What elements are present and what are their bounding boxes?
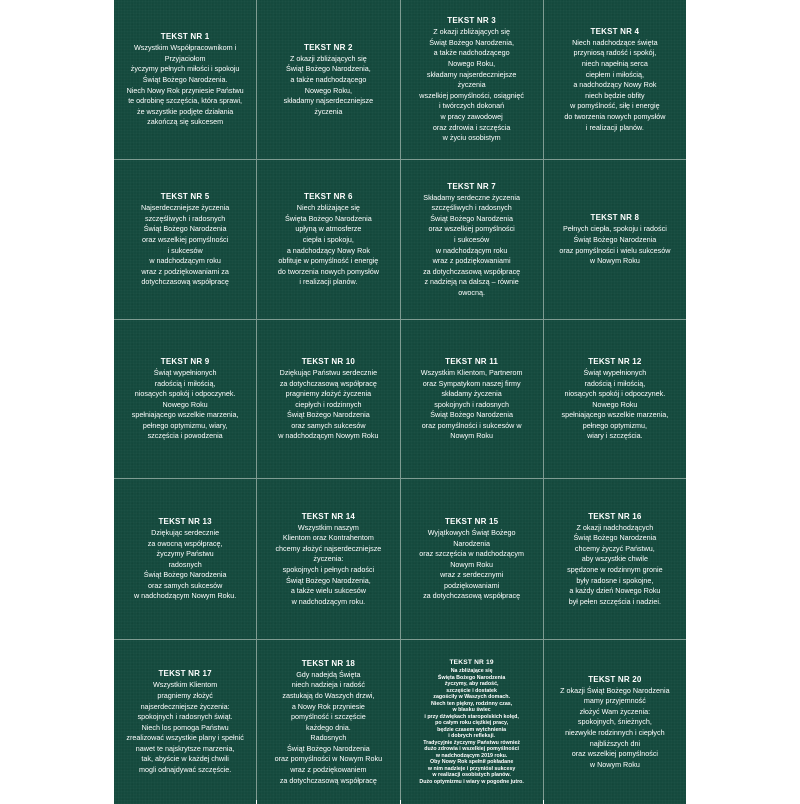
card-text-line: Świąt wypełnionych	[153, 367, 217, 377]
card-text-line: i sukcesów	[167, 245, 203, 255]
card-text	[423, 193, 520, 299]
card-text-line: Świąt Bożego Narodzenia	[573, 533, 657, 543]
card-text-line: do tworzenia nowych pomysłów	[564, 111, 666, 121]
text-card-13	[114, 479, 256, 639]
card-text-line: Świąt Bożego Narodzenia	[287, 410, 370, 420]
card-text-line: zagościły w Waszych domach.	[433, 694, 510, 700]
card-text-line: każdego dnia.	[305, 722, 351, 732]
card-title: TEKST NR 10	[301, 356, 356, 366]
card-text-line: spokojnych i pełnych radości	[282, 565, 375, 574]
card-title: TEKST NR 19	[449, 659, 494, 666]
card-text	[278, 368, 378, 442]
card-text-line: Wszystkim Klientom, Partnerom	[420, 367, 523, 377]
card-text-line: niech napełnią serca	[581, 59, 648, 69]
card-text-line: za dotychczasową współpracę	[423, 591, 521, 601]
card-text-line: w nadchodzącym roku.	[291, 596, 366, 606]
card-text-line: niech będzie obfity	[585, 90, 645, 100]
card-text-line: dotychczasową współpracę	[141, 277, 229, 287]
card-text-line: pragniemy złożyć	[157, 690, 213, 700]
card-title: TEKST NR 16	[588, 511, 642, 521]
card-text	[419, 528, 524, 602]
text-card-18	[257, 640, 399, 804]
card-text-line: wraz z podziękowaniami	[432, 256, 511, 266]
card-text-line: szczęśliwych i radosnych	[431, 203, 512, 213]
card-text-line: a także wielu sukcesów	[290, 586, 366, 596]
card-text-line: wraz z serdecznymi	[440, 570, 504, 580]
card-text-line: Nowym Roku	[450, 431, 493, 441]
card-text-line: Świąt Bożego Narodzenia.	[142, 74, 228, 84]
card-text-line: wraz z podziękowaniem	[290, 765, 367, 775]
card-title: TEKST NR 1	[160, 32, 210, 42]
card-text-line: a Nowy Rok przyniesie	[291, 701, 365, 711]
text-card-9	[114, 320, 256, 478]
card-text-line: Niech Nowy Rok przyniesie Państwu	[126, 85, 244, 95]
card-text	[127, 43, 244, 128]
card-text-line: życzenia	[314, 106, 343, 116]
card-text	[421, 368, 523, 442]
card-text-line: Wszystkim Klientom	[152, 680, 218, 690]
card-text-line: i dobrych refleksji.	[448, 733, 496, 739]
card-text-line: Nowego Roku	[592, 399, 638, 409]
card-text-line: w realizacji osobistych planów.	[432, 772, 511, 778]
card-text-line: pełnego optymizmu, wiary,	[142, 420, 228, 430]
card-text-line: aby wszystkie chwile	[581, 554, 649, 564]
card-text-line: w blasku świec	[452, 707, 491, 713]
card-title: TEKST NR 2	[304, 42, 353, 52]
card-text-line: radością i miłością,	[154, 378, 216, 388]
card-text-line: składamy życzenia	[441, 389, 502, 399]
card-text-line: Świąt Bożego Narodzenia	[430, 213, 513, 223]
card-text-line: spokojnych i radosnych	[434, 399, 509, 409]
card-text-line: Niech los pomoga Państwu	[141, 722, 229, 732]
card-text-line: za dotychczasową współpracę	[279, 775, 377, 785]
card-text-line: oraz pomyślności i wielu sukcesów	[559, 245, 671, 255]
card-text-line: mogli odnajdywać szczęście.	[138, 765, 232, 775]
card-text-line: i sukcesów	[454, 234, 490, 244]
card-text-line: Niech zbliżające się	[296, 203, 360, 213]
card-text-line: Niech nadchodzące święta	[572, 37, 658, 47]
card-text-line: Dziękując Państwu serdecznie	[279, 367, 378, 377]
card-text-line: w nadchodzącym Nowym Roku	[278, 431, 379, 441]
card-text-line: Wszystkim Współpracownikom i	[133, 43, 237, 53]
card-text	[419, 668, 523, 785]
card-title: TEKST NR 14	[301, 511, 356, 521]
text-card-14	[257, 479, 399, 639]
card-text-line: Świąt Bożego Narodzenia,	[429, 37, 514, 47]
text-card-15	[401, 479, 543, 639]
card-text	[560, 686, 669, 771]
card-text-line: spokojnych, śnieżnych,	[577, 717, 652, 727]
card-text-line: Nowego Roku,	[304, 85, 352, 95]
card-text-line: Z okazji nadchodzących	[576, 522, 654, 532]
card-text-line: oraz wszelkiej pomyślności	[571, 749, 659, 759]
text-card-10	[257, 320, 399, 478]
card-text-line: i realizacji planów.	[585, 122, 644, 132]
card-text	[141, 203, 229, 288]
card-text-line: w nim nadzieje i przyniósł sukcesy	[427, 765, 516, 772]
card-text-line: Z okazji zbliżających się	[290, 53, 367, 63]
card-title: TEKST NR 18	[301, 658, 356, 668]
card-text-line: w pracy zawodowej	[440, 111, 503, 121]
card-text-line: za dotychczasową współpracę	[279, 378, 377, 388]
text-card-6	[257, 160, 399, 319]
card-text-line: Świąt wypełnionych	[583, 367, 647, 377]
card-text-line: Nowego Roku,	[448, 59, 496, 69]
text-card-11	[401, 320, 543, 478]
card-text-line: a nadchodzący Nowy Rok	[573, 80, 657, 90]
text-card-3	[401, 0, 543, 159]
card-text-line: w Nowym Roku	[589, 256, 640, 266]
text-card-19	[401, 640, 543, 804]
card-text-line: i realizacji planów.	[299, 277, 358, 287]
card-text-line: oraz zdrowia i szczęścia	[432, 122, 511, 132]
card-text-line: Świąt Bożego Narodzenia	[143, 570, 227, 580]
card-text	[559, 224, 670, 266]
card-text-line: Świąt Bożego Narodzenia	[573, 234, 657, 244]
card-text-line: będzie czasem wytchnienia	[437, 726, 507, 733]
card-title: TEKST NR 6	[304, 192, 353, 202]
card-text-line: był pełen szczęścia i nadziei.	[568, 596, 662, 606]
text-card-7	[401, 160, 543, 319]
card-text-line: życzymy Państwu	[156, 549, 214, 559]
card-text-line: pomyślność i szczęście	[291, 712, 366, 722]
card-text	[134, 528, 236, 602]
card-title: TEKST NR 8	[590, 213, 640, 223]
card-text	[562, 368, 669, 442]
card-text-line: chcemy życzyć Państwu,	[574, 543, 655, 553]
card-text-line: niosących spokój i odpoczynek.	[564, 389, 666, 399]
card-text	[126, 680, 243, 775]
card-text-line: a każdy dzień Nowego Roku	[569, 586, 661, 596]
card-title: TEKST NR 4	[590, 26, 640, 36]
card-text-line: obfituje w pomyślność i energię	[278, 256, 379, 266]
card-text-line: Świąt Bożego Narodzenia,	[286, 575, 371, 585]
card-text-line: za dotychczasową współpracę	[423, 266, 521, 276]
card-text-line: w życiu osobistym	[442, 133, 501, 143]
card-text-line: Wyjątkowych Świąt Bożego	[427, 527, 516, 537]
card-text	[275, 670, 382, 787]
card-text-line: Niech ten piękny, rodzinny czas,	[431, 700, 513, 707]
card-text-line: zrealizować wszystkie plany i spełnić	[126, 733, 244, 743]
card-text-line: owocną.	[458, 287, 486, 297]
card-text-line: Tradycyjnie życzymy Państwu również	[423, 739, 521, 746]
card-text-line: szczęście i dostatek	[446, 687, 497, 694]
card-text-line: i twórczych dokonań	[439, 101, 505, 111]
card-text-line: a nadchodzący Nowy Rok	[286, 245, 370, 255]
card-title: TEKST NR 15	[444, 516, 499, 526]
card-text-line: najbliższych dni	[589, 738, 641, 748]
card-text-line: szczęścia i powodzenia	[147, 431, 223, 441]
card-text-line: Gdy nadejdą Święta	[296, 669, 361, 679]
card-text-line: tak, abyście w każdej chwili	[141, 754, 229, 764]
card-text	[132, 368, 239, 442]
card-text-line: oraz pomyślności i sukcesów w	[421, 420, 522, 430]
card-text-line: zakończą się sukcesem	[147, 117, 224, 127]
card-title: TEKST NR 3	[447, 16, 496, 26]
card-text-line: niezwykle rodzinnych i ciepłych	[565, 728, 665, 737]
card-text-line: dużo zdrowia i wszelkiej pomyślności	[424, 746, 520, 752]
card-text-line: wiary i szczęścia.	[587, 431, 643, 441]
card-text-line: oraz pomyślności w Nowym Roku	[274, 754, 383, 764]
card-text-line: w nadchodzącym 2019 roku.	[435, 752, 508, 759]
card-text-line: Dziękując serdecznie	[151, 527, 220, 537]
card-text	[284, 54, 374, 118]
card-text-line: nawet te najskrytsze marzenia,	[135, 743, 235, 753]
card-text-line: życzenia	[457, 80, 486, 90]
card-text-line: w nadchodzącym roku	[149, 256, 221, 266]
card-text-line: wszelkiej pomyślności, osiągnięć	[419, 90, 524, 100]
card-text-line: Świąt Bożego Narodzenia	[287, 743, 370, 753]
card-text-line: spokojnych i radosnych świąt.	[137, 712, 233, 722]
text-card-2	[257, 0, 399, 159]
card-text-line: upłyną w atmosferze	[295, 224, 362, 234]
greetings-sheet	[114, 0, 686, 800]
card-title: TEKST NR 11	[445, 356, 499, 366]
card-text-line: radością i miłością,	[584, 378, 646, 388]
card-text-line: mamy przyjemność	[583, 696, 646, 706]
card-text-line: Składamy serdeczne życzenia	[423, 192, 520, 202]
card-text-line: niech nadzieja i radość	[291, 680, 365, 690]
card-text-line: Oby Nowy Rok spełnił pokładane	[429, 759, 514, 765]
card-text-line: Dużo optymizmu i wiary w pogodne jutro.	[419, 778, 524, 785]
text-card-5	[114, 160, 256, 319]
card-text-line: Świąt Bożego Narodzenia,	[286, 64, 371, 74]
card-text-line: oraz wszelkiej pomyślności	[428, 224, 515, 234]
card-text-line: Najserdeczniejsze życzenia	[140, 203, 230, 213]
card-text-line: ciepłem i miłością,	[585, 69, 645, 79]
card-text-line: a także nadchodzącego	[433, 48, 510, 58]
card-text-line: życzenia:	[313, 554, 344, 564]
card-text-line: szczęśliwych i radosnych	[144, 213, 226, 223]
card-text-line: oraz szczęścia w nadchodzącym	[419, 549, 524, 559]
card-text-line: za owocną współpracę,	[147, 538, 223, 548]
card-text-line: wraz z podziękowaniami za	[141, 266, 229, 276]
text-card-4	[544, 0, 686, 159]
card-text-line: podziękowaniami	[444, 580, 500, 590]
text-card-1	[114, 0, 256, 159]
card-title: TEKST NR 5	[160, 192, 210, 202]
card-text-line: przyniosą radość i spokój,	[573, 48, 657, 58]
card-text-line: te odrobinę szczęścia, która sprawi,	[128, 96, 243, 106]
card-title: TEKST NR 7	[447, 181, 496, 191]
card-text-line: Nowym Roku	[450, 559, 493, 569]
card-text-line: z nadzieją na dalszą – równie	[424, 277, 519, 287]
card-text-line: Świąt Bożego Narodzenia	[143, 224, 227, 234]
text-card-17	[114, 640, 256, 804]
card-text-line: składamy najserdeczniejsze	[426, 69, 517, 79]
text-card-8	[544, 160, 686, 319]
card-text-line: radosnych	[168, 559, 202, 569]
card-text-line: Pełnych ciepła, spokoju i radości	[562, 224, 667, 234]
card-text	[564, 38, 665, 133]
card-text	[419, 27, 524, 144]
text-card-20	[544, 640, 686, 804]
card-title: TEKST NR 13	[158, 516, 212, 526]
card-text-line: oraz Sympatykom naszej firmy	[422, 378, 521, 388]
card-text-line: życzymy pełnych miłości i spokoju	[130, 64, 240, 74]
card-text-line: spełniającego wszelkie marzenia,	[131, 410, 239, 420]
card-text-line: w nadchodzącym roku	[435, 245, 508, 255]
card-text-line: chcemy złożyć najserdeczniejsze	[275, 543, 382, 553]
card-text-line: spędzone w rodzinnym gronie	[567, 565, 663, 574]
card-text-line: były radosne i spokojne,	[576, 575, 654, 585]
card-title: TEKST NR 9	[160, 356, 210, 366]
card-text-line: Z okazji zbliżających się	[433, 27, 510, 37]
card-text-line: w Nowym Roku	[589, 759, 640, 769]
card-text-line: Święta Bożego Narodzenia	[285, 213, 372, 223]
card-title: TEKST NR 20	[588, 674, 642, 684]
card-text-line: oraz wszelkiej pomyślności	[141, 234, 229, 244]
card-text-line: ciepła i spokoju,	[302, 234, 354, 244]
card-text-line: Z okazji Świąt Bożego Narodzenia	[560, 685, 670, 695]
card-text-line: Przyjaciołom	[164, 53, 206, 63]
card-text-line: po całym roku ciężkiej pracy,	[435, 720, 509, 726]
card-text-line: składamy najserdeczniejsze	[283, 96, 374, 106]
card-text-line: ciepłych i rodzinnych	[295, 399, 362, 409]
card-text-line: w nadchodzącym Nowym Roku.	[133, 591, 237, 601]
card-text-line: Narodzenia	[453, 538, 490, 548]
card-text	[567, 523, 663, 608]
card-text-line: pragniemy złożyć życzenia	[285, 389, 372, 399]
card-text-line: do tworzenia nowych pomysłów	[277, 266, 379, 276]
card-text-line: w pomyślność, siłę i energię	[570, 101, 660, 111]
card-title: TEKST NR 17	[158, 669, 212, 679]
card-text	[275, 523, 381, 608]
text-card-12	[544, 320, 686, 478]
card-text-line: a także nadchodzącego	[290, 74, 367, 84]
card-text-line: Wszystkim naszym	[297, 522, 359, 532]
card-text-line: życzymy, aby radość,	[444, 681, 499, 687]
card-text-line: niosących spokój i odpoczynek.	[134, 389, 236, 399]
card-text-line: oraz samych sukcesów	[291, 420, 366, 430]
card-text-line: oraz samych sukcesów	[147, 580, 223, 590]
card-text-line: spełniającego wszelkie marzenia,	[561, 410, 669, 420]
card-text-line: najserdeczniejsze życzenia:	[140, 701, 230, 711]
card-text-line: złożyć Wam życzenia:	[579, 706, 651, 716]
card-text-line: Święta Bożego Narodzenia	[437, 674, 506, 681]
card-text	[278, 203, 379, 288]
card-text-line: zastukają do Waszych drzwi,	[282, 690, 375, 700]
card-text-line: Na zbliżające się	[450, 668, 493, 674]
card-text-line: że wszystkie podjęte działania	[136, 106, 234, 116]
card-text-line: Nowego Roku	[162, 399, 208, 409]
card-text-line: Radosnych	[310, 733, 347, 743]
card-text-line: Klientom oraz Kontrahentom	[282, 533, 374, 543]
text-card-16	[544, 479, 686, 639]
card-text-line: Świąt Bożego Narodzenia	[430, 410, 513, 420]
card-text-line: i przy dźwiękach staropolskich kolęd,	[424, 713, 519, 720]
card-title: TEKST NR 12	[588, 356, 642, 366]
card-text-line: pełnego optymizmu,	[582, 420, 648, 430]
